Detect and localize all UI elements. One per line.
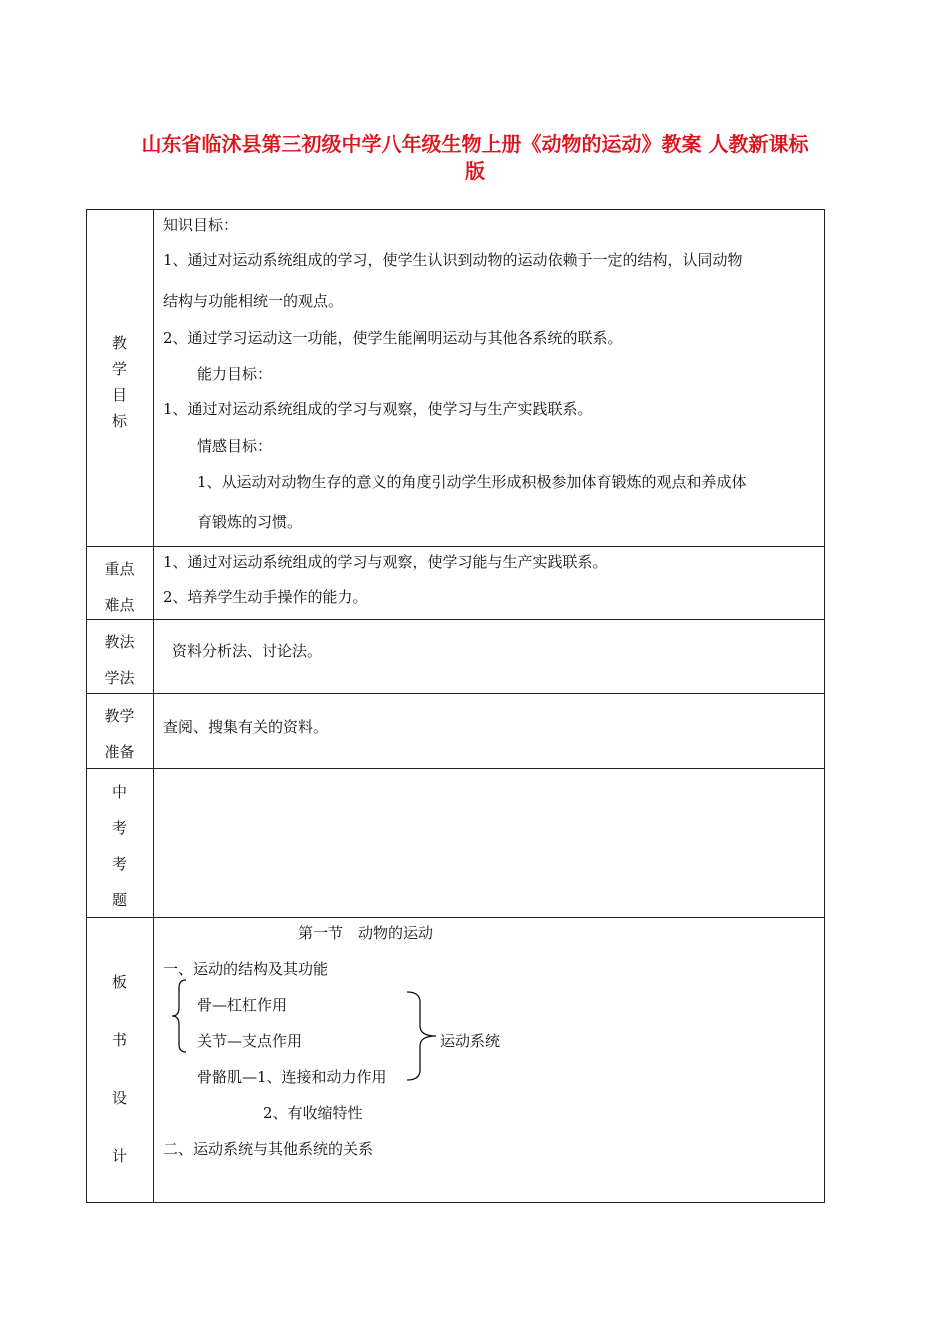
emotion-heading: 情感目标： xyxy=(197,437,273,455)
row-divider xyxy=(86,768,825,769)
key-points-label: 重点 难点 xyxy=(104,560,135,614)
preparation-label: 教学 准备 xyxy=(104,707,135,761)
board-system: 运动系统 xyxy=(440,1032,501,1050)
board-label: 板 书 设 计 xyxy=(111,973,127,1165)
key-point-1: 1、通过对运动系统组成的学习与观察，使学习能与生产实践联系。 xyxy=(163,553,608,571)
left-brace-icon xyxy=(170,978,190,1054)
knowledge-heading: 知识目标： xyxy=(163,216,239,234)
knowledge-goal-2: 2、通过学习运动这一功能，使学生能阐明运动与其他各系统的联系。 xyxy=(163,329,623,347)
section-title: 第一节 动物的运动 xyxy=(298,924,434,942)
board-muscle-2: 2、有收缩特性 xyxy=(263,1104,363,1122)
board-muscle-1: 骨骼肌—1、连接和动力作用 xyxy=(197,1068,387,1086)
methods-text: 资料分析法、讨论法。 xyxy=(172,642,323,660)
row-divider xyxy=(86,619,825,620)
board-heading-2: 二、运动系统与其他系统的关系 xyxy=(163,1140,374,1158)
objectives-label: 教 学 目 标 xyxy=(111,334,127,430)
exam-label: 中 考 考 题 xyxy=(111,783,127,909)
row-divider xyxy=(86,693,825,694)
row-divider xyxy=(86,546,825,547)
board-bone: 骨—杠杠作用 xyxy=(197,996,288,1014)
document-title xyxy=(90,131,860,185)
board-heading-1: 一、运动的结构及其功能 xyxy=(163,960,329,978)
right-brace-icon xyxy=(404,990,440,1082)
key-point-2: 2、培养学生动手操作的能力。 xyxy=(163,588,368,606)
emotion-goal-1: 1、从运动对动物生存的意义的角度引动学生形成积极参加体育锻炼的观点和养成体 xyxy=(197,473,747,491)
column-divider xyxy=(153,209,154,1203)
row-divider xyxy=(86,917,825,918)
title-line-1: 山东省临沭县第三初级中学八年级生物上册《动物的运动》教案 人教新课标 xyxy=(141,132,809,156)
lesson-table xyxy=(86,209,825,1203)
ability-goal-1: 1、通过对运动系统组成的学习与观察，使学习与生产实践联系。 xyxy=(163,400,593,418)
emotion-goal-1-cont: 育锻炼的习惯。 xyxy=(197,513,303,531)
preparation-text: 查阅、搜集有关的资料。 xyxy=(163,718,329,736)
methods-label: 教法 学法 xyxy=(104,633,135,687)
title-line-2: 版 xyxy=(465,159,485,183)
ability-heading: 能力目标： xyxy=(197,365,273,383)
board-joint: 关节—支点作用 xyxy=(197,1032,303,1050)
knowledge-goal-1-cont: 结构与功能相统一的观点。 xyxy=(163,292,344,310)
knowledge-goal-1: 1、通过对运动系统组成的学习，使学生认识到动物的运动依赖于一定的结构，认同动物 xyxy=(163,251,743,269)
